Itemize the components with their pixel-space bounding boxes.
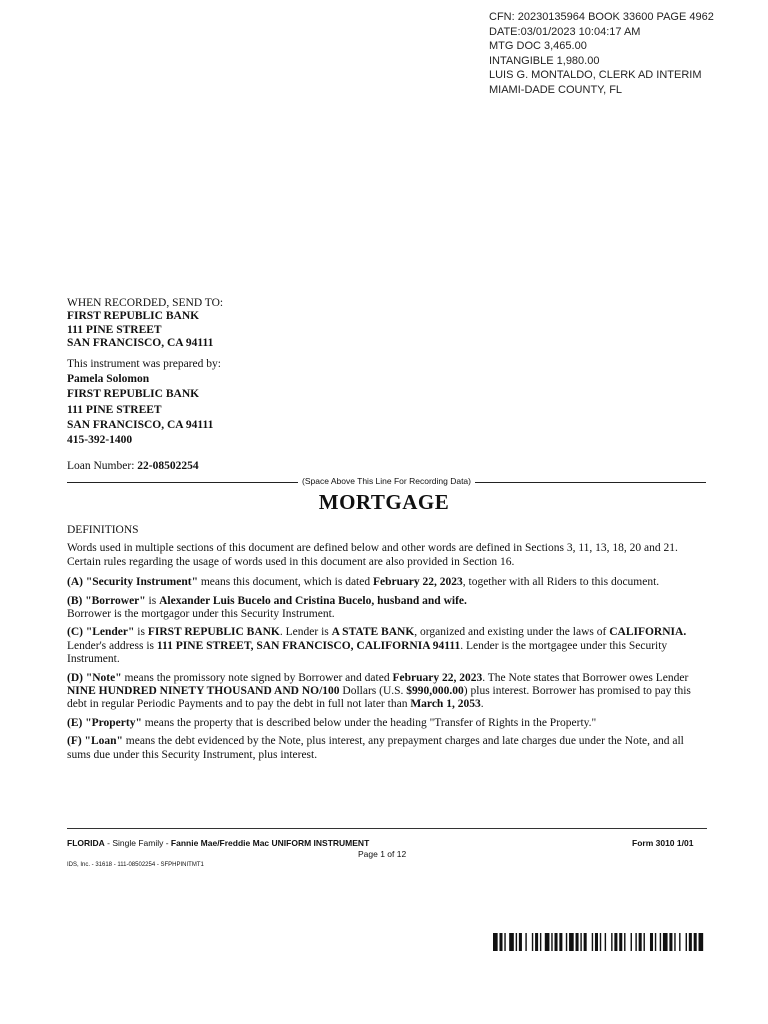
barcode-bar: [555, 933, 558, 951]
return-street: 111 PINE STREET: [67, 323, 162, 336]
stamp-cfn-line: CFN: 20230135964 BOOK 33600 PAGE 4962: [489, 11, 714, 23]
term-security-instrument: (A) "Security Instrument": [67, 576, 198, 589]
term-lender: (C) "Lender": [67, 626, 135, 639]
stamp-clerk-line: LUIS G. MONTALDO, CLERK AD INTERIM: [489, 69, 702, 82]
barcode-bar: [516, 933, 517, 951]
definition-text: Lender's address is: [67, 639, 157, 652]
stamp-county-line: MIAMI-DADE COUNTY, FL: [489, 83, 623, 96]
barcode-bar: [669, 933, 672, 951]
barcode-bar: [694, 933, 697, 951]
definition-text: Borrower is the mortgagor under this Security Instrument.: [67, 608, 335, 621]
definition-text: . The Note states that Borrower owes Lender: [482, 671, 689, 684]
barcode-bar: [569, 933, 574, 951]
barcode-bar: [660, 933, 661, 951]
barcode-bar: [605, 933, 606, 951]
footer-form-number: Form 3010 1/01: [632, 838, 694, 848]
definition-borrower: [67, 595, 708, 622]
definitions-intro: Words used in multiple sections of this document are defined below and other words are defined in Sections 3, 11, 13, 18, 20 and 21. Certain rules regarding the usage of words used in this document are also provided in Section 16.: [67, 542, 678, 568]
barcode-bar: [584, 933, 587, 951]
barcode-bar: [699, 933, 704, 951]
definitions-section: [67, 524, 708, 767]
barcode-bar: [551, 933, 552, 951]
term-borrower: (B) "Borrower": [67, 594, 146, 607]
definition-text: means the property that is described below under the heading "Transfer of Rights in the Property.": [141, 716, 597, 729]
barcode-bar: [674, 933, 675, 951]
term-note: (D) "Note": [67, 671, 122, 684]
lender-state: CALIFORNIA.: [609, 626, 687, 639]
definition-text: . Lender is the mortgagee under this Security Instrument.: [67, 639, 668, 666]
barcode-bar: [540, 933, 541, 951]
barcode-bar: [614, 933, 617, 951]
barcode: [493, 933, 705, 951]
definition-text: means the promissory note signed by Borrower and dated: [121, 671, 393, 684]
recording-stamp: [489, 10, 714, 98]
loan-number: [67, 460, 199, 472]
barcode-bar: [576, 933, 579, 951]
barcode-bar: [595, 933, 598, 951]
return-city: SAN FRANCISCO, CA 94111: [67, 337, 214, 350]
barcode-bar: [509, 933, 514, 951]
barcode-bar: [535, 933, 538, 951]
barcode-bar: [525, 933, 526, 951]
barcode-bar: [519, 933, 522, 951]
definition-text: Dollars (U.S.: [339, 685, 407, 698]
footer-instrument-title: [67, 838, 369, 848]
return-address-block: [67, 297, 223, 351]
document-title: MORTGAGE: [318, 490, 450, 514]
security-instrument-date: February 22, 2023: [372, 576, 463, 589]
barcode-bar: [566, 933, 567, 951]
footer-page-number: Page 1 of 12: [358, 849, 407, 859]
definition-security-instrument: [67, 576, 708, 589]
recording-line-label: (Space Above This Line For Recording Data): [302, 476, 471, 486]
note-maturity-date: March 1, 2053: [410, 698, 481, 711]
note-amount: $990,000.00: [406, 685, 464, 698]
definition-text: .: [480, 698, 484, 711]
return-heading: WHEN RECORDED, SEND TO:: [67, 297, 224, 309]
definition-text: means the debt evidenced by the Note, plus interest, any prepayment charges and late charges due under the Note, and all sums due under this Security Instrument, plus interest.: [67, 735, 684, 761]
note-date: February 22, 2023: [392, 671, 483, 684]
barcode-bar: [644, 933, 645, 951]
barcode-bar: [559, 933, 562, 951]
definition-lender: [67, 626, 708, 666]
definition-loan: [67, 735, 708, 762]
barcode-bar: [639, 933, 642, 951]
return-name: FIRST REPUBLIC BANK: [67, 310, 200, 323]
definition-text: means this document, which is dated: [197, 576, 373, 589]
prepared-city: SAN FRANCISCO, CA 94111: [67, 418, 214, 431]
recording-rule-right: [475, 482, 706, 483]
definition-text: , organized and existing under the laws of: [414, 626, 610, 639]
barcode-bar: [504, 933, 505, 951]
prepared-phone: 415-392-1400: [67, 434, 133, 447]
barcode-bar: [611, 933, 612, 951]
definition-text: ) plus interest. Borrower has promised to pay this debt in regular Periodic Payments and to pay the debt in full not later than: [67, 685, 691, 711]
barcode-bar: [624, 933, 625, 951]
barcode-bar: [686, 933, 687, 951]
loan-number-label: Loan Number:: [67, 460, 138, 472]
barcode-bar: [663, 933, 668, 951]
barcode-bar: [600, 933, 601, 951]
footer-desc-bold: Fannie Mae/Freddie Mac UNIFORM INSTRUMENT: [170, 838, 370, 848]
definition-text: . Lender is: [279, 626, 332, 639]
definition-text: , together with all Riders to this document.: [462, 576, 660, 589]
loan-number-value: 22-08502254: [137, 460, 199, 472]
definition-property: [67, 717, 708, 730]
barcode-bar: [580, 933, 581, 951]
term-property: (E) "Property": [67, 716, 142, 729]
stamp-date-line: DATE:03/01/2023 10:04:17 AM: [489, 25, 641, 38]
recording-data-line: [67, 472, 706, 486]
definition-text: is: [145, 594, 160, 607]
footer-ids-line: IDS, Inc. - 31618 - 111-08502254 - SFPHPINITMT1: [67, 862, 204, 868]
stamp-mtg-doc-line: MTG DOC 3,465.00: [489, 40, 587, 53]
barcode-bar: [532, 933, 533, 951]
definitions-heading: DEFINITIONS: [67, 524, 139, 536]
footer-divider: [67, 828, 707, 829]
barcode-bar: [493, 933, 498, 951]
prepared-name: FIRST REPUBLIC BANK: [67, 388, 200, 401]
barcode-bar: [655, 933, 656, 951]
prepared-by-block: [67, 357, 221, 448]
barcode-bar: [592, 933, 593, 951]
prepared-person: Pamela Solomon: [67, 373, 150, 386]
footer-desc-plain: - Single Family -: [104, 838, 171, 848]
barcode-bar: [650, 933, 653, 951]
barcode-bar: [499, 933, 502, 951]
note-amount-words: NINE HUNDRED NINETY THOUSAND AND NO/100: [67, 685, 340, 698]
prepared-heading: This instrument was prepared by:: [67, 358, 221, 370]
term-loan: (F) "Loan": [67, 735, 123, 748]
barcode-bar: [631, 933, 632, 951]
barcode-bar: [679, 933, 680, 951]
lender-name: FIRST REPUBLIC BANK: [147, 626, 280, 639]
definition-note: [67, 672, 708, 712]
definition-text: is: [134, 626, 148, 639]
lender-address: 111 PINE STREET, SAN FRANCISCO, CALIFORNIA 94111: [156, 639, 461, 652]
prepared-street: 111 PINE STREET: [67, 403, 162, 416]
barcode-bar: [545, 933, 550, 951]
recording-rule-left: [67, 482, 298, 483]
barcode-bar: [635, 933, 636, 951]
lender-type: A STATE BANK: [331, 626, 415, 639]
barcode-bar: [689, 933, 692, 951]
stamp-intangible-line: INTANGIBLE 1,980.00: [489, 54, 600, 67]
barcode-bar: [619, 933, 622, 951]
footer-state: FLORIDA: [67, 838, 105, 848]
borrower-names: Alexander Luis Bucelo and Cristina Bucelo, husband and wife.: [159, 594, 467, 607]
